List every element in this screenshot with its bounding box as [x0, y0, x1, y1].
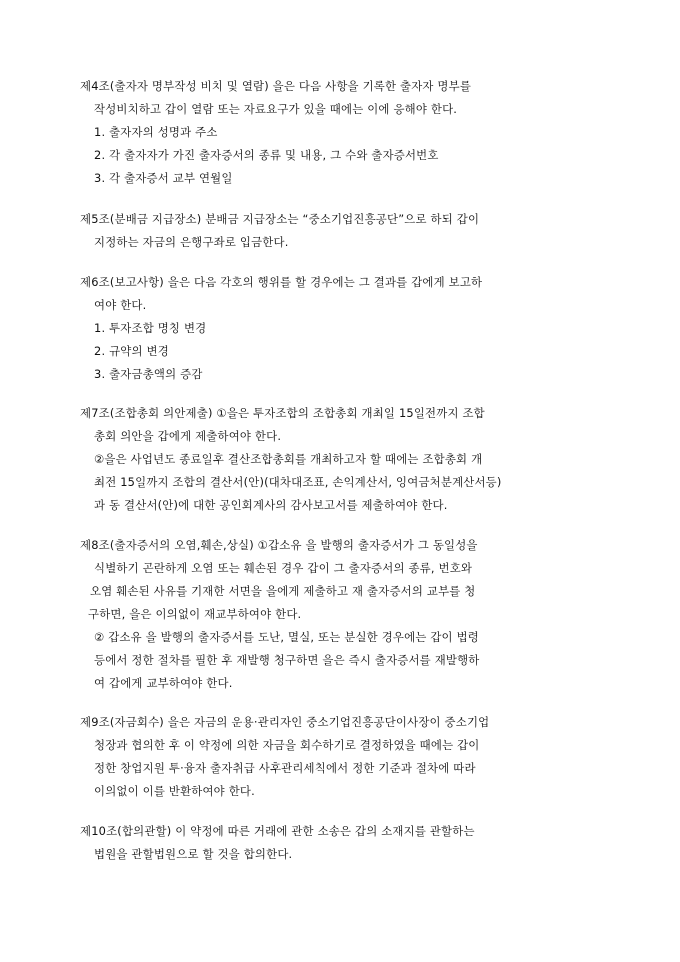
article-6-item-2: 2. 규약의 변경 [94, 344, 169, 358]
article-8-line-2: 식별하기 곤란하게 오염 또는 훼손된 경우 갑이 그 출자증서의 종류, 번호와 [94, 561, 473, 575]
article-5-line-2: 지정하는 자금의 은행구좌로 입금한다. [94, 235, 289, 249]
article-8-line-6: 등에서 정한 절차를 필한 후 재발행 청구하면 을은 즉시 출자증서를 재발행하 [94, 653, 480, 667]
article-9-line-3: 정한 창업지원 투·융자 출자취급 사후관리세칙에서 정한 기준과 절차에 따라 [94, 761, 476, 775]
article-6-item-3: 3. 출자금총액의 증감 [94, 367, 203, 381]
article-10-line-2: 법원을 관할법원으로 할 것을 합의한다. [94, 847, 293, 861]
article-4-item-2: 2. 각 출자자가 가진 출자증서의 종류 및 내용, 그 수와 출자증서번호 [94, 148, 439, 162]
article-6-item-1: 1. 투자조합 명칭 변경 [94, 321, 207, 335]
article-4-item-3: 3. 각 출자증서 교부 연월일 [94, 171, 233, 185]
article-10-line-1: 제10조(합의관할) 이 약정에 따른 거래에 관한 소송은 갑의 소재지를 관할하는 [80, 824, 475, 838]
article-4-line-2: 작성비치하고 갑이 열람 또는 자료요구가 있을 때에는 이에 응해야 한다. [94, 102, 458, 116]
article-6-line-2: 여야 한다. [94, 298, 147, 312]
article-8-line-4: 구하면, 을은 이의없이 재교부하여야 한다. [88, 607, 302, 621]
article-9-line-1: 제9조(자금회수) 을은 자금의 운용·관리자인 중소기업진흥공단이사장이 중소기업 [80, 715, 490, 729]
article-7-line-4: 최전 15일까지 조합의 결산서(안)(대차대조표, 손익계산서, 잉여금처분계산서등) [94, 475, 502, 489]
article-4-item-1: 1. 출자자의 성명과 주소 [94, 125, 218, 139]
article-4-line-1: 제4조(출자자 명부작성 비치 및 열람) 을은 다음 사항을 기록한 출자자 명부를 [80, 79, 472, 93]
article-9-line-4: 이의없이 이를 반환하여야 한다. [94, 784, 255, 798]
article-6-line-1: 제6조(보고사항) 을은 다음 각호의 행위를 할 경우에는 그 결과를 갑에게 보고하 [80, 275, 483, 289]
article-8-line-1: 제8조(출자증서의 오염,훼손,상실) ①갑소유 을 발행의 출자증서가 그 동일성을 [80, 538, 478, 552]
article-9-line-2: 청장과 협의한 후 이 약정에 의한 자금을 회수하기로 결정하였을 때에는 갑이 [94, 738, 480, 752]
article-8-line-7: 여 갑에게 교부하여야 한다. [94, 676, 233, 690]
article-7-line-3: ②을은 사업년도 종료일후 결산조합총회를 개최하고자 할 때에는 조합총회 개 [94, 452, 483, 466]
article-8-line-3: 오염 훼손된 사유를 기재한 서면을 을에게 제출하고 재 출자증서의 교부를 청 [90, 584, 476, 598]
article-7-line-2: 총회 의안을 갑에게 제출하여야 한다. [94, 429, 282, 443]
article-5-line-1: 제5조(분배금 지급장소) 분배금 지급장소는 “중소기업진흥공단”으로 하되 갑이 [80, 212, 480, 226]
article-7-line-1: 제7조(조합총회 의안제출) ①을은 투자조합의 조합총회 개최일 15일전까지 조합 [80, 406, 485, 420]
article-7-line-5: 과 동 결산서(안)에 대한 공인회계사의 감사보고서를 제출하여야 한다. [94, 498, 448, 512]
article-8-line-5: ② 갑소유 을 발행의 출자증서를 도난, 멸실, 또는 분실한 경우에는 갑이 법령 [94, 630, 479, 644]
